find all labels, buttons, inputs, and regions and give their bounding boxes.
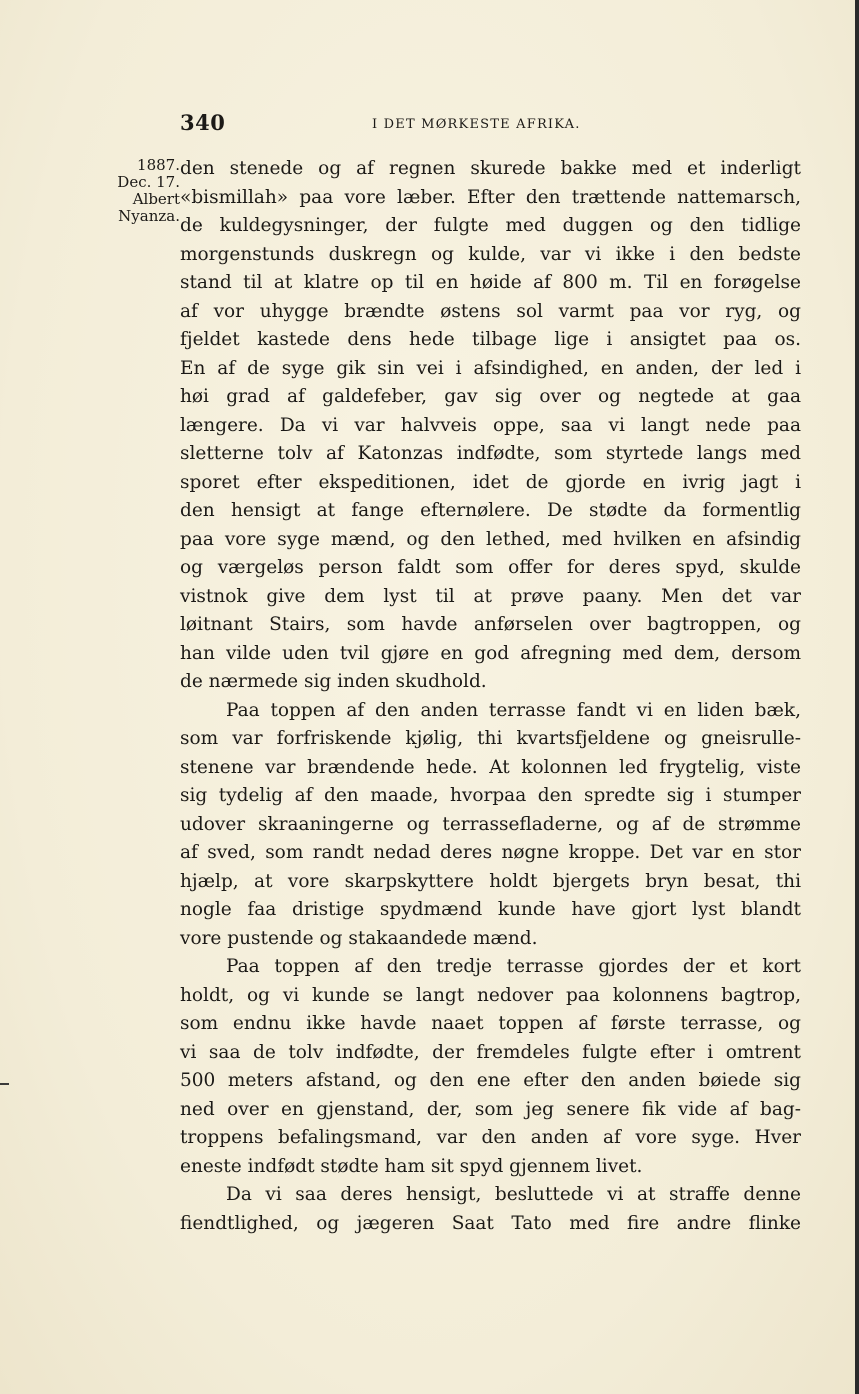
text-line: høi grad af galdefeber, gav sig over og negtede at gaa [180,386,801,407]
text-line: de nærmede sig inden skudhold. [180,671,487,692]
margin-note-line: Albert [132,190,180,208]
text-line: den hensigt at fange efternølere. De stødte da formentlig [180,500,801,521]
text-line: vi saa de tolv indfødte, der fremdeles fulgte efter i omtrent [180,1041,801,1063]
scan-border [855,0,859,1394]
text-line: som endnu ikke havde naaet toppen af første terrasse, og [180,1013,801,1034]
text-line: fjeldet kastede dens hede tilbage lige i ansigtet paa os. [180,329,801,350]
text-line: troppens befalingsmand, var den anden af vore syge. Hver [180,1127,801,1148]
text-line: vistnok give dem lyst til at prøve paany. Men det var [180,585,801,607]
text-line: sig tydelig af den maade, hvorpaa den spredte sig i stumper [180,785,801,806]
text-line: udover skraaningerne og terrassefladerne, og af de strømme [180,813,801,835]
text-line: «bismillah» paa vore læber. Efter den trættende nattemarsch, [180,186,801,208]
text-line: Paa toppen af den anden terrasse fandt vi en liden bæk, [226,699,801,721]
page-header [180,108,800,138]
text-line: paa vore syge mænd, og den lethed, med hvilken en afsindig [180,528,801,550]
body-text [180,155,801,1238]
margin-note [100,157,180,225]
text-line: vore pustende og stakaandede mænd. [180,927,538,949]
text-line: længere. Da vi var halvveis oppe, saa vi langt nede paa [180,414,801,436]
text-line: de kuldegysninger, der fulgte med duggen og den tidlige [180,215,801,236]
page-number: 340 [180,110,226,135]
text-line: Da vi saa deres hensigt, besluttede vi at straffe denne [226,1184,801,1205]
text-line: 500 meters afstand, og den ene efter den anden bøiede sig [180,1070,801,1091]
text-line: af vor uhygge brændte østens sol varmt paa vor ryg, og [180,300,801,322]
text-line: løitnant Stairs, som havde anførselen over bagtroppen, og [180,614,801,635]
text-line: den stenede og af regnen skurede bakke med et inderligt [180,158,801,179]
text-line: sporet efter ekspeditionen, idet de gjorde en ivrig jagt i [180,471,801,493]
text-line: stand til at klatre op til en høide af 800 m. Til en forøgelse [180,272,801,293]
margin-note-line: Nyanza. [118,207,180,225]
margin-note-line: Dec. 17. [117,173,180,191]
margin-note-line: 1887. [137,156,180,174]
text-line: eneste indfødt stødte ham sit spyd gjennem livet. [180,1155,643,1177]
text-line: En af de syge gik sin vei i afsindighed, en anden, der led i [180,357,801,379]
text-line: hjælp, at vore skarpskyttere holdt bjergets bryn besat, thi [180,870,801,892]
text-line: af sved, som randt nedad deres nøgne kroppe. Det var en stor [180,842,801,863]
text-line: som var forfriskende kjølig, thi kvartsfjeldene og gneisrulle- [180,728,801,749]
running-title: I DET MØRKESTE AFRIKA. [372,117,581,132]
text-line: morgenstunds duskregn og kulde, var vi ikke i den bedste [180,243,801,265]
scan-mark [0,1083,9,1085]
text-line: og værgeløs person faldt som offer for deres spyd, skulde [180,557,801,578]
text-line: han vilde uden tvil gjøre en god afregning med dem, dersom [180,642,801,664]
text-line: holdt, og vi kunde se langt nedover paa kolonnens bagtrop, [180,984,801,1006]
text-line: sletterne tolv af Katonzas indfødte, som styrtede langs med [180,443,801,464]
text-line: Paa toppen af den tredje terrasse gjordes der et kort [226,956,801,977]
text-line: nogle faa dristige spydmænd kunde have gjort lyst blandt [180,899,801,920]
text-line: ned over en gjenstand, der, som jeg senere fik vide af bag- [180,1098,801,1120]
text-line: fiendtlighed, og jægeren Saat Tato med fire andre flinke [180,1212,801,1234]
text-line: stenene var brændende hede. At kolonnen led frygtelig, viste [180,756,801,778]
